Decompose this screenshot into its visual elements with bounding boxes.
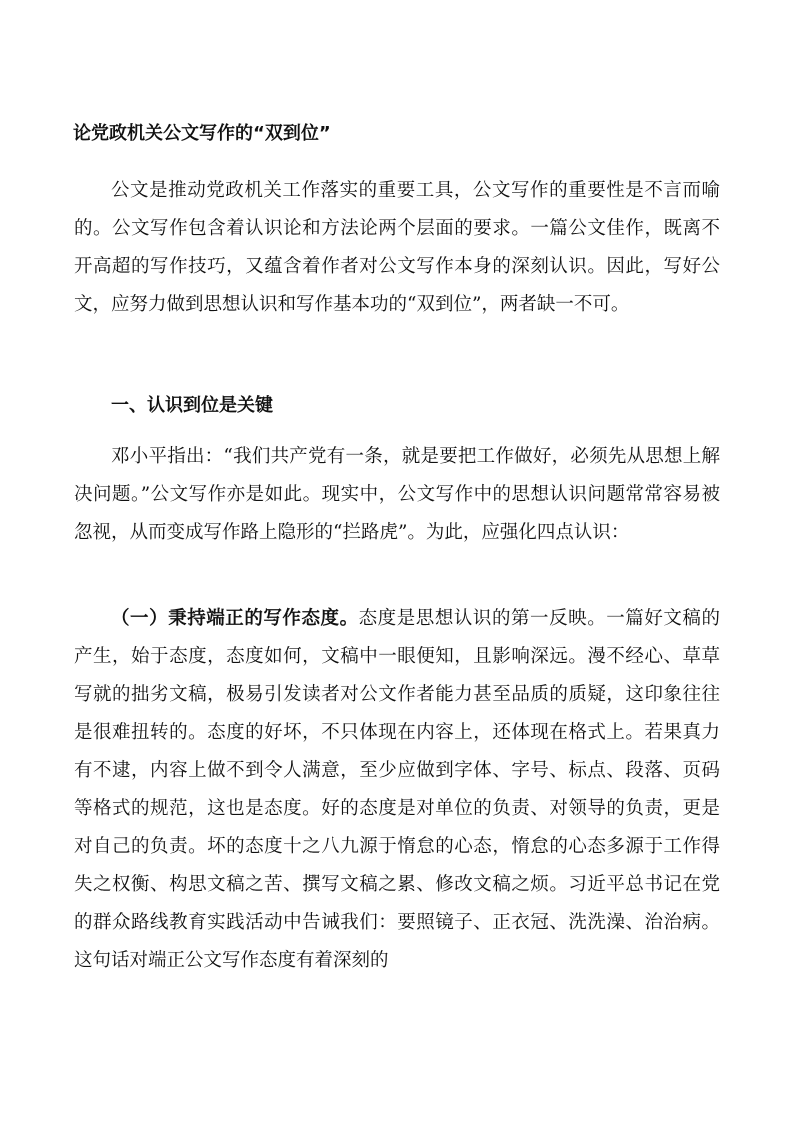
point-paragraph: [74, 600, 720, 980]
section-paragraph: 邓小平指出：“我们共产党有一条，就是要把工作做好，必须先从思想上解决问题。”公文写作亦是如此。现实中，公文写作中的思想认识问题常常容易被忽视，从而变成写作路上隐形的“拦路虎”。为此，应强化四点认识：: [74, 446, 720, 543]
document-title: 论党政机关公文写作的“双到位”: [73, 123, 331, 144]
section-heading: 一、认识到位是关键: [111, 395, 273, 416]
point-body: 态度是思想认识的第一反映。一篇好文稿的产生，始于态度，态度如何，文稿中一眼便知，且影响深远。漫不经心、草草写就的拙劣文稿，极易引发读者对公文作者能力甚至品质的质疑，这印象往往是很难扭转的。态度的好坏，不只体现在内容上，还体现在格式上。若果真力有不逮，内容上做不到令人满意，至少应做到字体、字号、标点、段落、页码等格式的规范，这也是态度。好的态度是对单位的负责、对领导的负责，更是对自己的负责。坏的态度十之八九源于惰怠的心态，惰怠的心态多源于工作得失之权衡、构思文稿之苦、撰写文稿之累、修改文稿之烦。习近平总书记在党的群众路线教育实践活动中告诫我们：要照镜子、正衣冠、洗洗澡、治治病。这句话对端正公文写作态度有着深刻的: [74, 608, 720, 971]
intro-paragraph: 公文是推动党政机关工作落实的重要工具，公文写作的重要性是不言而喻的。公文写作包含着认识论和方法论两个层面的要求。一篇公文佳作，既离不开高超的写作技巧，又蕴含着作者对公文写作本身的深刻认识。因此，写好公文，应努力做到思想认识和写作基本功的“双到位”，两者缺一不可。: [74, 180, 720, 315]
point-lead: （一）秉持端正的写作态度。: [111, 608, 359, 629]
